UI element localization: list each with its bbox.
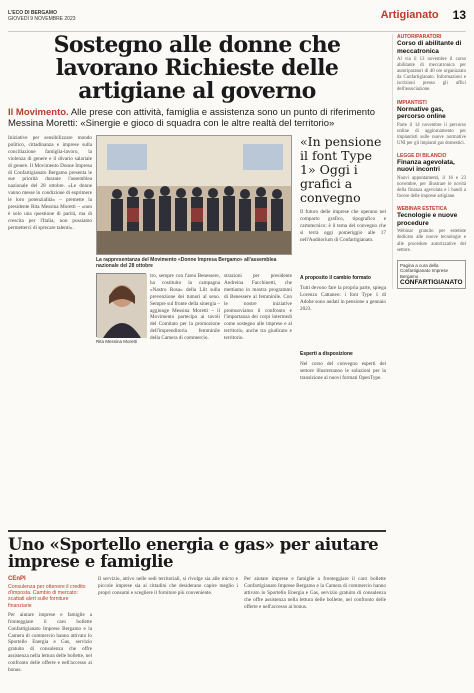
bottom-summary: Consulenza per ottenere il credito d'imposta. Cambio di mercato: scattati alert sulle forniture finanziarie bbox=[8, 584, 86, 609]
sponsor-brand: CONFARTIGIANATO bbox=[400, 279, 463, 287]
page-number: 13 bbox=[452, 8, 466, 22]
brief-2-title: Normative gas, percorso online bbox=[397, 105, 446, 121]
group-photo-image bbox=[97, 136, 292, 255]
portrait-image bbox=[97, 274, 147, 338]
newspaper-name: L'ECO DI BERGAMO bbox=[8, 10, 57, 16]
sponsor-text: Pagina a cura della Confartigianato Imprese Bergamo bbox=[400, 262, 449, 279]
side-article-text-1: Il futuro delle imprese che operano nel comparto grafico, tipografico e cartotecnico: è il tema del convegno che si terrà oggi pomeriggio alle 17 nell'Auditorium di Confartigianato. bbox=[300, 209, 386, 243]
section-label: Artigianato bbox=[380, 9, 439, 21]
brief-2-text: Parte il 14 novembre il percorso online di aggiornamento per impiantisti sulle nuove normative UNI per gli impianti gas domestici. bbox=[397, 122, 466, 146]
sidebar-briefs bbox=[392, 34, 466, 289]
text-column-3: strazioni per presidente Andreina Facchinetti, che mettiamo in mostra programmi di Benessere al femminile. Con le nostre iniziative promuoviamo il confronto e l'importanza dei corpi intermedi come sostegno alle imprese e al territorio, anche tra giudicato e territorio. bbox=[224, 273, 292, 342]
side-article-subhead-2: Esperti a disposizione bbox=[300, 351, 353, 357]
main-headline: Sostegno alle donne che lavorano Richieste delle artigiane al governo bbox=[53, 32, 341, 104]
sponsor-box bbox=[397, 260, 466, 290]
article-divider bbox=[8, 530, 386, 532]
bottom-kicker: CEnPI bbox=[8, 576, 26, 582]
brief-4-text: Webinar gratuito per estetiste dedicato alle nuove tecnologie e alle procedure autorizzative del settore. bbox=[397, 229, 466, 253]
photo-caption: La rappresentanza del Movimento «Donne Impresa Bergamo» all'assemblea nazionale del 28 ottobre bbox=[96, 257, 277, 269]
brief-4-kicker: WEBINAR ESTETICA bbox=[397, 206, 447, 213]
bottom-text-1: Per aiutare imprese e famiglie a fronteggiare il caro bollette Confartigianato Imprese Bergamo e la Camera di commercio hanno attivato lo Sportello Energia e Gas, servizio gratuito di consulenza che offre assistenza nella lettura delle bollette, nel confronto delle offerte e nell'accesso ai bonus. bbox=[8, 611, 92, 674]
side-article-headline: «In pensione il font Type 1» Oggi i grafici a convegno bbox=[300, 134, 382, 205]
masthead bbox=[8, 6, 76, 22]
brief-1-kicker: AUTORIPARATORI bbox=[397, 34, 442, 40]
lead-paragraph bbox=[8, 107, 386, 129]
brief-4-title: Tecnologie e nuove procedure bbox=[397, 212, 458, 227]
text-column-1: Iniziative per sensibilizzare mondo politico, cittadinanza e imprese sulla conciliazione famiglia-lavoro, la violenza di genere e il divario salariale di genere. Il Movimento Donne Impresa di Confartigianato Bergamo presenta le sue priorità durante l'assemblea nazionale del 28 ottobre. «Le donne vanno messe in condizione di esprimere le loro potenzialità» – premette la presidente Rita Messina Moretti – «non è solo una questione di parità, ma di crescita per l'Italia, non possiamo permetterci di sprecare talenti». bbox=[8, 135, 92, 231]
side-article-subhead-1: A proposito il cambio formato bbox=[300, 275, 371, 281]
page-header bbox=[8, 6, 466, 32]
side-article-text-2: Tutti devono fare la propria parte, spiega Lorenzo Cattaneo: i font Type 1 di Adobe sono andati in pensione a gennaio 2023. bbox=[300, 285, 386, 312]
brief-1-title: Corso di abilitante di meccatronica bbox=[397, 40, 462, 55]
group-photo bbox=[96, 135, 292, 255]
section-tag bbox=[381, 6, 466, 22]
bottom-text-3: Per aiutare imprese e famiglie a fronteggiare il caro bollette Confartigianato Imprese Bergamo e la Camera di commercio hanno attivato lo Sportello Energia e Gas, servizio gratuito di consulenza che offre assistenza nella lettura delle bollette, nel confronto delle offerte e nell'accesso ai bonus. bbox=[244, 576, 386, 610]
issue-date: GIOVEDÌ 9 NOVEMBRE 2023 bbox=[8, 16, 76, 22]
brief-4 bbox=[397, 206, 466, 253]
lead-kicker: Il Movimento. bbox=[8, 107, 69, 118]
bottom-headline: Uno «Sportello energia e gas» per aiutare imprese e famiglie bbox=[8, 535, 379, 571]
text-column-2: tro, sempre con l'area Benessere, ha costituito la campagna «Nastro Rosa» della Lilt sulla prevenzione dei tumori al seno. Sempre sul fronte della sinergia – aggiunge Messina Moretti – il Movimento partecipa ai tavoli del Comitato per la promozione dell'imprenditoria femminile della Camera di commercio. bbox=[150, 273, 220, 342]
brief-1-text: Al via il 13 novembre il corso abilitante di meccatronica per autoriparatori di 40 ore organizzato da Confartigianato. Informazioni e iscrizioni presso gli uffici dell'associazione. bbox=[397, 57, 466, 93]
brief-3-kicker: LEGGE DI BILANCIO bbox=[397, 152, 447, 159]
brief-1 bbox=[397, 34, 466, 94]
bottom-article bbox=[8, 576, 386, 688]
portrait-caption: Rita Messina Moretti bbox=[96, 339, 138, 344]
bottom-text-2: Il servizio, attivo nelle sedi territoriali, si rivolge sia alle micro e piccole imprese sia ai cittadini che desiderano capire meglio i propri consumi e scegliere il fornitore più conveniente. bbox=[98, 576, 238, 596]
side-article bbox=[300, 135, 386, 421]
brief-3-title: Finanza agevolata, nuovi incontri bbox=[397, 158, 455, 174]
brief-2 bbox=[397, 100, 466, 147]
side-article-text-3: Nel corso del convegno esperti del settore illustreranno le soluzioni per la transizione ai nuovi formati OpenType. bbox=[300, 361, 386, 381]
main-article bbox=[8, 34, 386, 459]
article-body bbox=[8, 135, 386, 459]
brief-2-kicker: IMPIANTISTI bbox=[397, 99, 427, 106]
brief-3 bbox=[397, 153, 466, 200]
portrait-photo bbox=[96, 273, 146, 337]
lead-text: Alle prese con attività, famiglia e assistenza sono un punto di riferimento Messina Moretti: «Sinergie e gioco di squadra con le altre realtà del territorio» bbox=[8, 107, 375, 129]
brief-3-text: Nuovi appuntamenti, il 16 e 23 novembre, per illustrare le novità della finanza agevolata e i bandi a favore delle imprese artigiane. bbox=[397, 175, 466, 200]
bottom-lead bbox=[8, 576, 92, 682]
